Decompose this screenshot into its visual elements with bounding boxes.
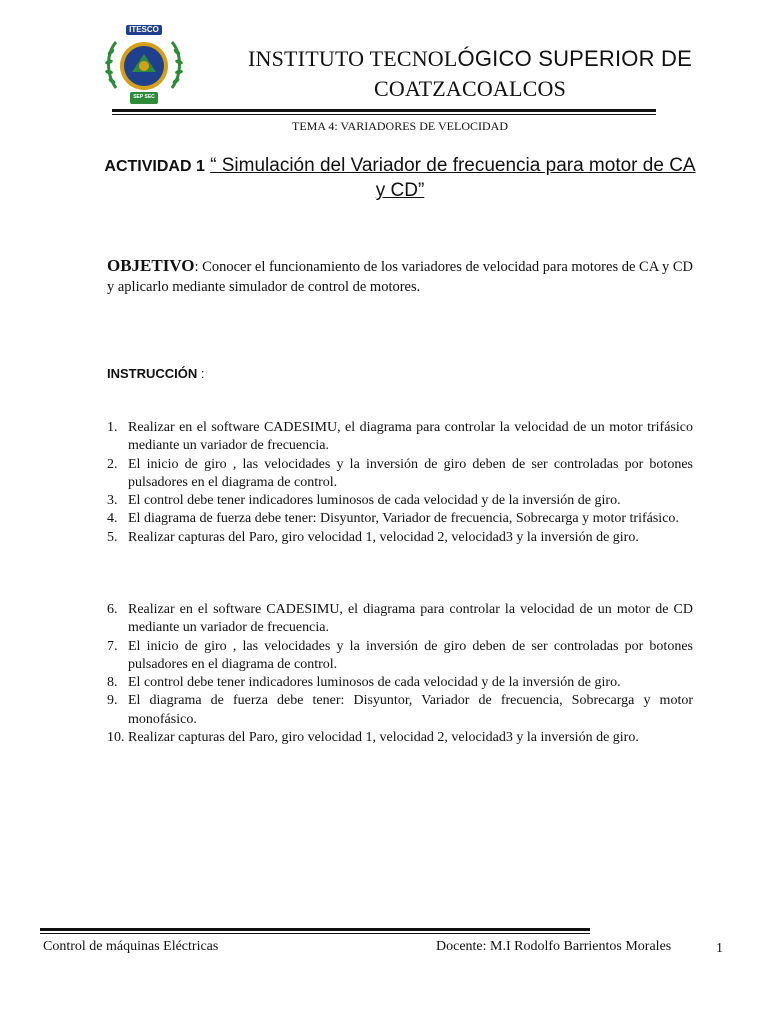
- page-number: 1: [716, 941, 723, 956]
- footer-course: Control de máquinas Eléctricas: [43, 939, 219, 954]
- list-item: [107, 419, 693, 456]
- list-item-text: El inicio de giro , las velocidades y la inversión de giro deben de ser controladas por botones pulsadores en el diagrama de control.: [128, 638, 693, 672]
- instruction-suffix: :: [197, 366, 205, 381]
- objective-label: OBJETIVO: [107, 256, 195, 275]
- footer-rule-thick: [40, 928, 590, 931]
- list-item-text: El diagrama de fuerza debe tener: Disyuntor, Variador de frecuencia, Sobrecarga y motor trifásico.: [128, 511, 679, 527]
- list-item-number: 3.: [107, 493, 118, 509]
- instruction-heading: [107, 366, 205, 381]
- list-item-number: 9.: [107, 693, 118, 709]
- list-item: [107, 638, 693, 675]
- header-rule-thin: [112, 114, 656, 115]
- list-item-number: 7.: [107, 638, 118, 654]
- list-item: [107, 456, 693, 493]
- list-item-text: Realizar en el software CADESIMU, el diagrama para controlar la velocidad de un motor trifásico mediante un variador de frecuencia.: [128, 420, 693, 454]
- list-item-text: Realizar capturas del Paro, giro velocidad 1, velocidad 2, velocidad3 y la inversión de giro.: [128, 529, 639, 545]
- instruction-label: INSTRUCCIÓN: [107, 366, 198, 381]
- list-item: [107, 510, 693, 528]
- list-item-text: El inicio de giro , las velocidades y la inversión de giro deben de ser controladas por botones pulsadores en el diagrama de control.: [128, 456, 693, 490]
- list-item: [107, 492, 693, 510]
- list-item-text: Realizar en el software CADESIMU, el diagrama para controlar la velocidad de un motor de CD mediante un variador de frecuencia.: [128, 602, 693, 636]
- institute-name-line1: [200, 46, 740, 72]
- activity-label: ACTIVIDAD 1: [104, 158, 205, 175]
- list-item: [107, 529, 693, 547]
- list-item-text: El control debe tener indicadores luminosos de cada velocidad y de la inversión de giro.: [128, 675, 621, 691]
- list-item-text: Realizar capturas del Paro, giro velocidad 1, velocidad 2, velocidad3 y la inversión de giro.: [128, 730, 639, 746]
- objective-text: : Conocer el funcionamiento de los variadores de velocidad para motores de CA y CD y aplicarlo mediante simulador de control de motores.: [107, 259, 694, 295]
- logo-bottom-text: SEP SEC: [133, 94, 155, 100]
- footer-teacher: Docente: M.I Rodolfo Barrientos Morales: [436, 939, 672, 954]
- instruction-list-ac: [107, 419, 693, 547]
- list-item-number: 10.: [107, 730, 125, 746]
- list-item-number: 5.: [107, 529, 118, 545]
- topic-heading: TEMA 4: VARIADORES DE VELOCIDAD: [291, 119, 508, 133]
- list-item: [107, 729, 693, 747]
- list-item-number: 4.: [107, 511, 118, 527]
- logo-text: ITESCO: [129, 25, 159, 34]
- list-item: [107, 674, 693, 692]
- instruction-list-cd: [107, 601, 693, 747]
- institute-name-serif: INSTITUTO TECNOL: [248, 46, 458, 71]
- list-item-number: 6.: [107, 602, 118, 617]
- list-item-text: El control debe tener indicadores luminosos de cada velocidad y de la inversión de giro.: [128, 493, 621, 509]
- activity-title: [100, 154, 700, 203]
- institute-name-line2: COATZACOALCOS: [373, 76, 567, 101]
- objective-paragraph: [107, 256, 697, 297]
- footer-rule-thin: [40, 933, 590, 934]
- activity-title-text: “ Simulación del Variador de frecuencia para motor de CA y CD”: [210, 155, 696, 201]
- institute-name-sans: ÓGICO SUPERIOR DE: [457, 46, 692, 71]
- list-item-text: El diagrama de fuerza debe tener: Disyuntor, Variador de frecuencia, Sobrecarga y motor monofásico.: [128, 693, 693, 727]
- list-item: [107, 692, 693, 729]
- list-item-number: 8.: [107, 675, 118, 691]
- list-item-number: 1.: [107, 420, 118, 435]
- list-item-number: 2.: [107, 456, 118, 472]
- list-item: [107, 601, 693, 638]
- header-rule-thick: [112, 109, 656, 112]
